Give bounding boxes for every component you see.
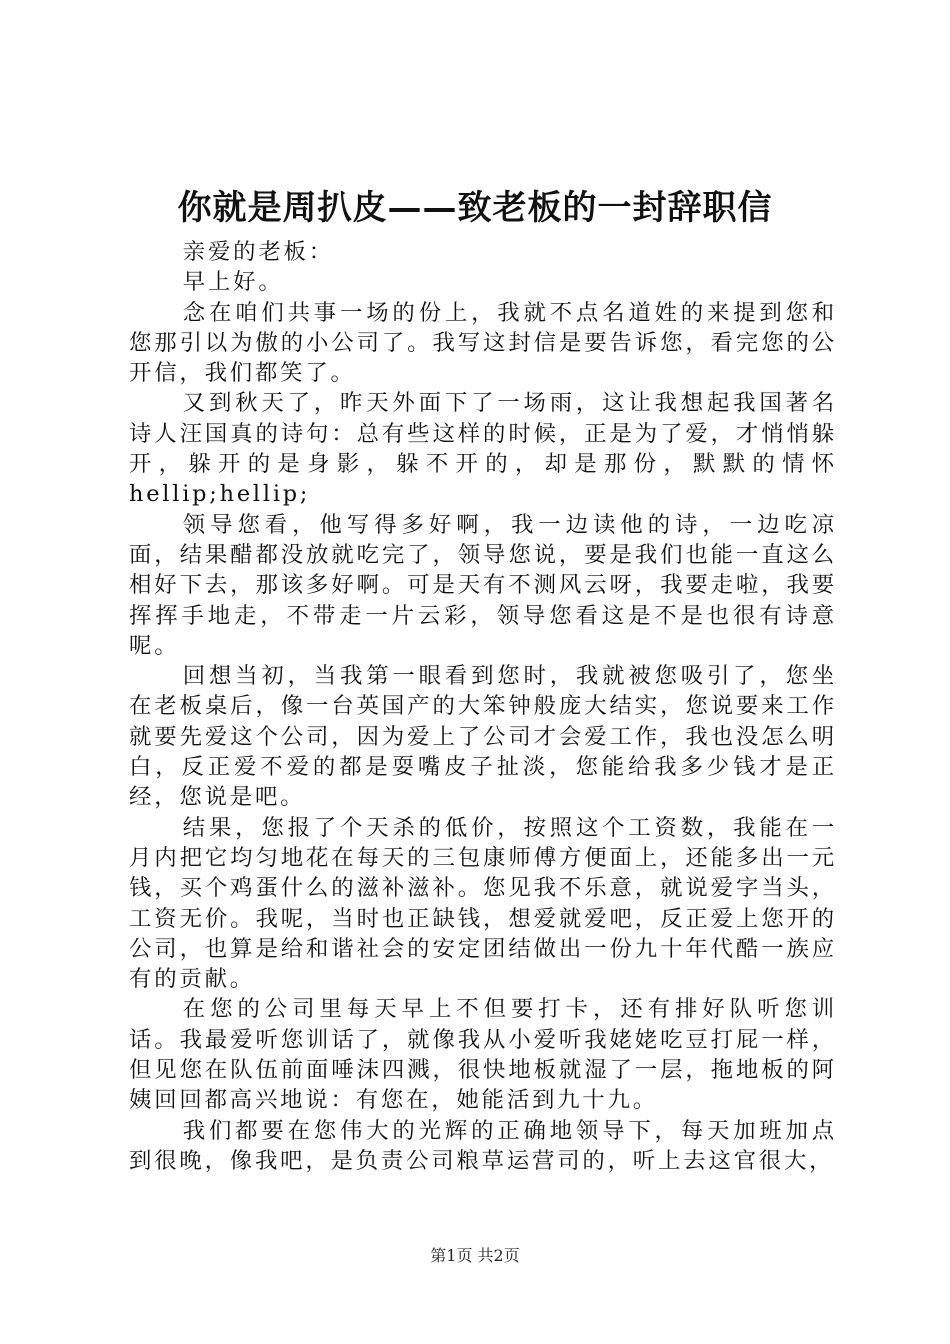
document-title: 你就是周扒皮——致老板的一封辞职信 xyxy=(177,188,773,228)
paragraph: 我们都要在您伟大的光辉的正确地领导下，每天加班加点到很晚，像我吧，是负责公司粮草运营司的，听上去这官很大， xyxy=(129,1117,837,1174)
salutation: 亲爱的老板： xyxy=(182,239,334,265)
paragraph: 又到秋天了，昨天外面下了一场雨，这让我想起我国著名诗人汪国真的诗句：总有些这样的时候，正是为了爱，才悄悄躲开，躲开的是身影，躲不开的，却是那份，默默的情怀hellip;hellip; xyxy=(129,390,837,508)
greeting: 早上好。 xyxy=(182,269,284,296)
paragraph: 念在咱们共事一场的份上，我就不点名道姓的来提到您和您那引以为傲的小公司了。我写这封信是要告诉您，看完您的公开信，我们都笑了。 xyxy=(129,299,837,387)
paragraph: 回想当初，当我第一眼看到您时，我就被您吸引了，您坐在老板桌后，像一台英国产的大笨钟般庞大结实，您说要来工作就要先爱这个公司，因为爱上了公司才会爱工作，我也没怎么明白，反正爱不爱的都是耍嘴皮子扯淡，您能给我多少钱才是正经，您说是吧。 xyxy=(129,663,837,811)
paragraph: 在您的公司里每天早上不但要打卡，还有排好队听您训话。我最爱听您训话了，就像我从小爱听我姥姥吃豆打屁一样，但见您在队伍前面唾沫四溅，很快地板就湿了一层，拖地板的阿姨回回都高兴地说：有您在，她能活到九十九。 xyxy=(129,996,837,1114)
paragraph: 领导您看，他写得多好啊，我一边读他的诗，一边吃凉面，结果醋都没放就吃完了，领导您说，要是我们也能一直这么相好下去，那该多好啊。可是天有不测风云呀，我要走啦，我要挥挥手地走，不带走一片云彩，领导您看这是不是也很有诗意呢。 xyxy=(129,511,837,659)
paragraph: 结果，您报了个天杀的低价，按照这个工资数，我能在一月内把它均匀地花在每天的三包康师傅方便面上，还能多出一元钱，买个鸡蛋什么的滋补滋补。您见我不乐意，就说爱字当头，工资无价。我呢，当时也正缺钱，想爱就爱吧，反正爱上您开的公司，也算是给和谐社会的安定团结做出一份九十年代酷一族应有的贡献。 xyxy=(129,814,837,993)
document-body xyxy=(129,237,837,1176)
page-number-footer: 第1页 共2页 xyxy=(430,1246,520,1265)
